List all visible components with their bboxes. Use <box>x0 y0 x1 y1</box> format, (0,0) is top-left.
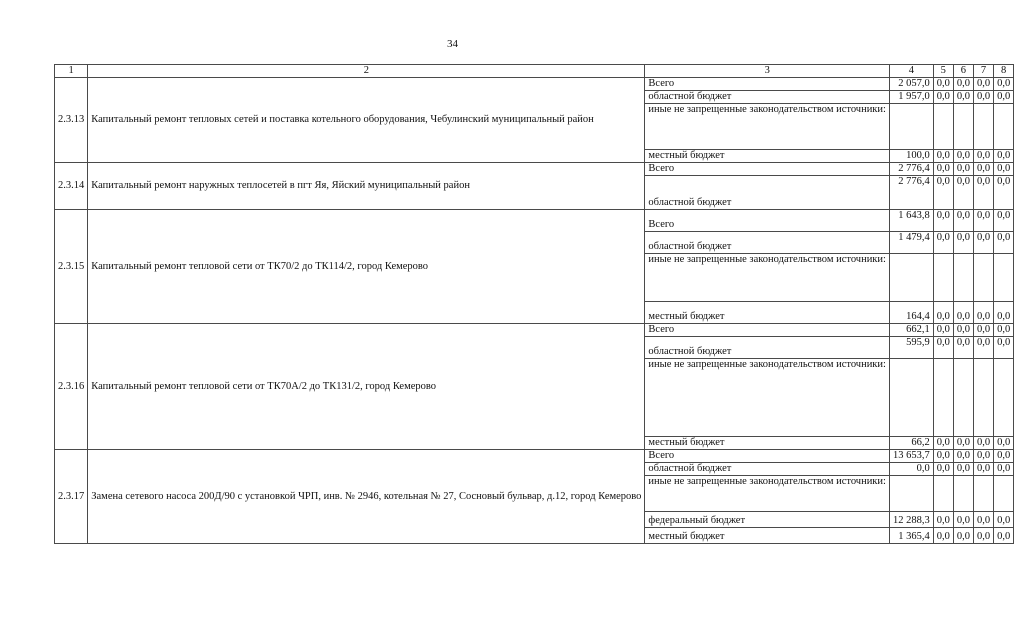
total-amount <box>889 359 933 437</box>
funding-source: иные не запрещенные законодательством источники: <box>645 359 890 437</box>
year-amount: 0,0 <box>933 78 953 91</box>
year-amount: 0,0 <box>973 450 993 463</box>
year-amount <box>953 254 973 302</box>
year-amount <box>994 104 1014 150</box>
funding-source: Всего <box>645 210 890 232</box>
total-amount <box>889 104 933 150</box>
year-amount: 0,0 <box>994 437 1014 450</box>
funding-source: Всего <box>645 78 890 91</box>
year-amount: 0,0 <box>933 512 953 528</box>
total-amount: 164,4 <box>889 302 933 324</box>
entry-name: Капитальный ремонт тепловой сети от ТК70/2 до ТК114/2, город Кемерово <box>88 210 645 324</box>
year-amount: 0,0 <box>953 176 973 210</box>
year-amount: 0,0 <box>953 450 973 463</box>
year-amount: 0,0 <box>973 302 993 324</box>
funding-source: Всего <box>645 450 890 463</box>
total-amount: 2 057,0 <box>889 78 933 91</box>
column-header: 4 <box>889 65 933 78</box>
entry-name: Капитальный ремонт наружных теплосетей в пгт Яя, Яйский муниципальный район <box>88 163 645 210</box>
entry-name: Замена сетевого насоса 200Д/90 с установкой ЧРП, инв. № 2946, котельная № 27, Сосновый бульвар, д.12, город Кемерово <box>88 450 645 544</box>
year-amount: 0,0 <box>953 302 973 324</box>
total-amount: 0,0 <box>889 463 933 476</box>
year-amount: 0,0 <box>994 176 1014 210</box>
column-header: 2 <box>88 65 645 78</box>
year-amount: 0,0 <box>953 232 973 254</box>
funding-source: областной бюджет <box>645 176 890 210</box>
entry-number: 2.3.15 <box>55 210 88 324</box>
year-amount: 0,0 <box>973 176 993 210</box>
total-amount: 1 643,8 <box>889 210 933 232</box>
total-amount: 13 653,7 <box>889 450 933 463</box>
year-amount <box>933 476 953 512</box>
funding-source: Всего <box>645 324 890 337</box>
year-amount <box>994 476 1014 512</box>
entry-name: Капитальный ремонт тепловой сети от ТК70А/2 до ТК131/2, город Кемерово <box>88 324 645 450</box>
year-amount: 0,0 <box>933 324 953 337</box>
year-amount: 0,0 <box>933 210 953 232</box>
year-amount <box>953 476 973 512</box>
total-amount: 1 365,4 <box>889 528 933 544</box>
table-row <box>55 324 1014 337</box>
year-amount: 0,0 <box>994 324 1014 337</box>
entry-number: 2.3.13 <box>55 78 88 163</box>
year-amount: 0,0 <box>973 437 993 450</box>
entry-name: Капитальный ремонт тепловых сетей и поставка котельного оборудования, Чебулинский муниципальный район <box>88 78 645 163</box>
year-amount: 0,0 <box>933 176 953 210</box>
year-amount: 0,0 <box>933 450 953 463</box>
year-amount <box>994 254 1014 302</box>
funding-source: местный бюджет <box>645 437 890 450</box>
year-amount: 0,0 <box>973 210 993 232</box>
entry-number: 2.3.16 <box>55 324 88 450</box>
column-header: 6 <box>953 65 973 78</box>
table-row <box>55 163 1014 176</box>
total-amount <box>889 254 933 302</box>
year-amount: 0,0 <box>973 324 993 337</box>
total-amount <box>889 476 933 512</box>
year-amount: 0,0 <box>933 91 953 104</box>
year-amount: 0,0 <box>973 512 993 528</box>
funding-source: областной бюджет <box>645 91 890 104</box>
entry-number: 2.3.17 <box>55 450 88 544</box>
total-amount: 2 776,4 <box>889 163 933 176</box>
year-amount: 0,0 <box>973 78 993 91</box>
total-amount: 662,1 <box>889 324 933 337</box>
total-amount: 100,0 <box>889 150 933 163</box>
year-amount <box>973 476 993 512</box>
funding-source: местный бюджет <box>645 302 890 324</box>
year-amount: 0,0 <box>933 437 953 450</box>
year-amount <box>973 254 993 302</box>
year-amount: 0,0 <box>973 232 993 254</box>
year-amount: 0,0 <box>953 437 973 450</box>
total-amount: 2 776,4 <box>889 176 933 210</box>
table-row <box>55 450 1014 463</box>
year-amount: 0,0 <box>994 232 1014 254</box>
year-amount: 0,0 <box>973 463 993 476</box>
year-amount: 0,0 <box>973 337 993 359</box>
year-amount: 0,0 <box>973 150 993 163</box>
year-amount: 0,0 <box>933 337 953 359</box>
funding-source: иные не запрещенные законодательством источники: <box>645 254 890 302</box>
column-header: 3 <box>645 65 890 78</box>
total-amount: 12 288,3 <box>889 512 933 528</box>
year-amount: 0,0 <box>953 210 973 232</box>
year-amount: 0,0 <box>994 210 1014 232</box>
year-amount: 0,0 <box>953 163 973 176</box>
year-amount <box>973 359 993 437</box>
funding-source: федеральный бюджет <box>645 512 890 528</box>
year-amount <box>933 359 953 437</box>
funding-source: областной бюджет <box>645 463 890 476</box>
column-header: 5 <box>933 65 953 78</box>
year-amount: 0,0 <box>933 232 953 254</box>
entry-number: 2.3.14 <box>55 163 88 210</box>
year-amount: 0,0 <box>994 91 1014 104</box>
year-amount: 0,0 <box>933 150 953 163</box>
column-header: 1 <box>55 65 88 78</box>
table-row <box>55 210 1014 232</box>
year-amount: 0,0 <box>994 163 1014 176</box>
funding-source: иные не запрещенные законодательством источники: <box>645 476 890 512</box>
year-amount <box>994 359 1014 437</box>
year-amount <box>953 104 973 150</box>
budget-table-body <box>55 65 1014 544</box>
year-amount: 0,0 <box>933 302 953 324</box>
page-number: 34 <box>447 38 458 50</box>
year-amount: 0,0 <box>994 337 1014 359</box>
year-amount: 0,0 <box>933 163 953 176</box>
year-amount: 0,0 <box>933 463 953 476</box>
funding-source: областной бюджет <box>645 232 890 254</box>
year-amount <box>933 104 953 150</box>
funding-source: местный бюджет <box>645 528 890 544</box>
year-amount: 0,0 <box>994 528 1014 544</box>
year-amount: 0,0 <box>953 78 973 91</box>
total-amount: 66,2 <box>889 437 933 450</box>
year-amount: 0,0 <box>953 150 973 163</box>
year-amount: 0,0 <box>953 528 973 544</box>
year-amount: 0,0 <box>994 512 1014 528</box>
year-amount: 0,0 <box>973 91 993 104</box>
year-amount <box>973 104 993 150</box>
column-header: 7 <box>973 65 993 78</box>
year-amount: 0,0 <box>953 512 973 528</box>
year-amount: 0,0 <box>994 463 1014 476</box>
year-amount: 0,0 <box>933 528 953 544</box>
year-amount: 0,0 <box>953 337 973 359</box>
year-amount <box>953 359 973 437</box>
year-amount: 0,0 <box>994 78 1014 91</box>
funding-source: иные не запрещенные законодательством источники: <box>645 104 890 150</box>
year-amount: 0,0 <box>953 324 973 337</box>
year-amount: 0,0 <box>953 91 973 104</box>
budget-table <box>54 64 1014 544</box>
funding-source: областной бюджет <box>645 337 890 359</box>
total-amount: 1 479,4 <box>889 232 933 254</box>
year-amount: 0,0 <box>994 302 1014 324</box>
year-amount: 0,0 <box>994 450 1014 463</box>
column-number-row <box>55 65 1014 78</box>
table-row <box>55 78 1014 91</box>
year-amount: 0,0 <box>953 463 973 476</box>
funding-source: местный бюджет <box>645 150 890 163</box>
total-amount: 1 957,0 <box>889 91 933 104</box>
total-amount: 595,9 <box>889 337 933 359</box>
year-amount: 0,0 <box>994 150 1014 163</box>
year-amount <box>933 254 953 302</box>
year-amount: 0,0 <box>973 163 993 176</box>
funding-source: Всего <box>645 163 890 176</box>
year-amount: 0,0 <box>973 528 993 544</box>
column-header: 8 <box>994 65 1014 78</box>
